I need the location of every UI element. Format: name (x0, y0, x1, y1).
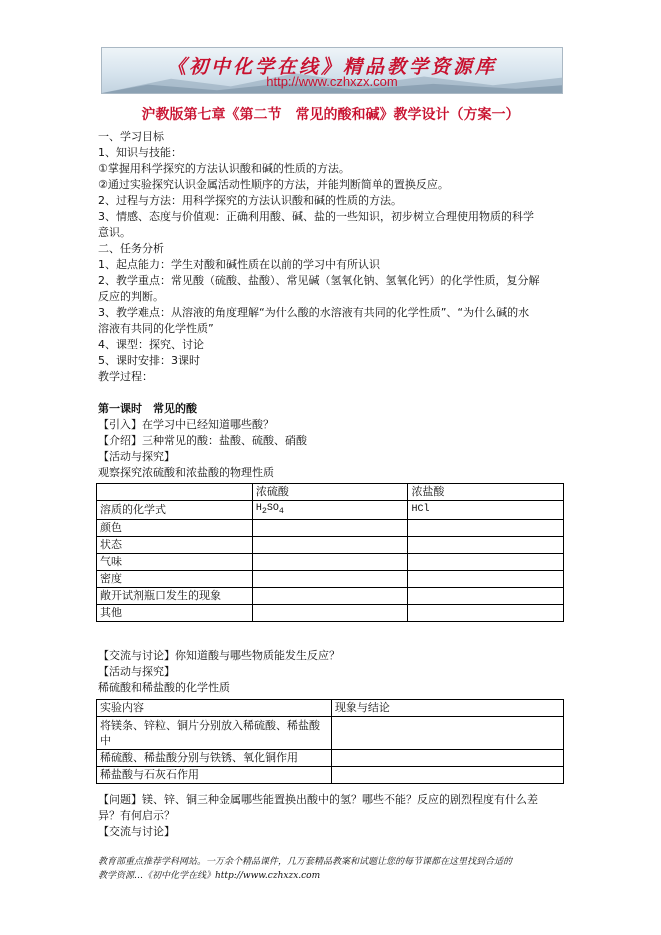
text-line: 异？有何启示？ (98, 809, 175, 822)
text-line: 溶液有共同的化学性质” (98, 322, 214, 335)
table-cell[interactable] (252, 605, 408, 622)
table-row (97, 537, 564, 554)
text-line: 【问题】镁、锌、铜三种金属哪些能置换出酸中的氢？哪些不能？反应的剧烈程度有什么差 (98, 793, 538, 806)
table-row (97, 588, 564, 605)
physical-properties-table (96, 483, 564, 622)
text-line: 【交流与讨论】 (98, 825, 175, 838)
experiment-content: 将镁条、锌粒、铜片分别放入稀硫酸、稀盐酸中 (97, 717, 332, 750)
table-row (97, 767, 564, 784)
text-line: 1、知识与技能： (98, 146, 182, 159)
row-label: 溶质的化学式 (97, 501, 253, 520)
table-cell[interactable] (408, 588, 564, 605)
table-header-cell: 现象与结论 (331, 700, 563, 717)
table-row (97, 717, 564, 750)
table-row (97, 554, 564, 571)
row-label: 颜色 (97, 520, 253, 537)
table-cell[interactable] (408, 605, 564, 622)
footer-line[interactable]: 教学资源…《初中化学在线》http://www.czhxzx.com (98, 871, 321, 881)
text-line: 2、过程与方法：用科学探究的方法认识酸和碱的性质的方法。 (98, 194, 402, 207)
table-header-cell: 浓硫酸 (252, 484, 408, 501)
table-row (97, 501, 564, 520)
row-label: 气味 (97, 554, 253, 571)
text-line: 5、课时安排：3课时 (98, 354, 200, 367)
text-line: 观察探究浓硫酸和浓盐酸的物理性质 (98, 466, 274, 479)
row-label: 状态 (97, 537, 253, 554)
table-header-row (97, 700, 564, 717)
text-line: 【活动与探究】 (98, 665, 175, 678)
chemical-properties-table (96, 699, 564, 784)
site-banner[interactable] (101, 47, 563, 94)
text-line: 【交流与讨论】你知道酸与哪些物质能发生反应？ (98, 649, 340, 662)
formula-part: SO (266, 503, 279, 514)
section-heading-objectives: 一、学习目标 (98, 130, 164, 143)
table-cell[interactable] (252, 537, 408, 554)
text-line: 4、课型：探究、讨论 (98, 338, 204, 351)
table-cell[interactable] (331, 767, 563, 784)
table-row (97, 605, 564, 622)
table-cell[interactable] (331, 750, 563, 767)
text-line: 【活动与探究】 (98, 450, 175, 463)
table-header-cell: 浓盐酸 (408, 484, 564, 501)
table-cell[interactable] (408, 537, 564, 554)
row-label: 密度 (97, 571, 253, 588)
text-line: 1、起点能力：学生对酸和碱性质在以前的学习中有所认识 (98, 258, 380, 271)
text-line: 【引入】在学习中已经知道哪些酸？ (98, 418, 274, 431)
table-header-row (97, 484, 564, 501)
row-label: 其他 (97, 605, 253, 622)
section-heading-analysis: 二、任务分析 (98, 242, 164, 255)
text-line: ②通过实验探究认识金属活动性顺序的方法，并能判断简单的置换反应。 (98, 178, 449, 191)
text-line: 教学过程： (98, 370, 153, 383)
lesson-heading: 第一课时 常见的酸 (98, 402, 197, 415)
text-line: 3、情感、态度与价值观：正确利用酸、碱、盐的一些知识，初步树立合理使用物质的科学 (98, 210, 534, 223)
text-line: 3、教学难点：从溶液的角度理解“为什么酸的水溶液有共同的化学性质”、“为什么碱的水 (98, 306, 530, 319)
footer-line: 教育部重点推荐学科网站。一万余个精品课件，几万套精品教案和试题让您的每节课都在这里找到合适的 (98, 857, 513, 867)
banner-title: 《初中化学在线》精品教学资源库 (166, 56, 497, 78)
formula-subscript: 4 (278, 506, 284, 516)
formula-part: H (255, 503, 262, 514)
formula-hcl: HCl (408, 501, 564, 520)
experiment-content: 稀硫酸、稀盐酸分别与铁锈、氧化铜作用 (97, 750, 332, 767)
row-label: 敞开试剂瓶口发生的现象 (97, 588, 253, 605)
document-title: 沪教版第七章《第二节 常见的酸和碱》教学设计（方案一） (141, 107, 520, 123)
table-cell[interactable] (331, 717, 563, 750)
text-line: 反应的判断。 (98, 290, 164, 303)
text-line: 稀硫酸和稀盐酸的化学性质 (98, 681, 230, 694)
text-line: 意识。 (98, 226, 131, 239)
text-line: ①掌握用科学探究的方法认识酸和碱的性质的方法。 (98, 162, 350, 175)
formula-h2so4 (252, 501, 408, 520)
table-row (97, 520, 564, 537)
table-cell[interactable] (408, 520, 564, 537)
formula-subscript: 2 (261, 506, 267, 516)
table-cell[interactable] (252, 571, 408, 588)
table-row (97, 750, 564, 767)
table-header-cell (97, 484, 253, 501)
text-line: 2、教学重点：常见酸（硫酸、盐酸）、常见碱（氢氧化钠、氢氧化钙）的化学性质，复分解 (98, 274, 540, 287)
experiment-content: 稀盐酸与石灰石作用 (97, 767, 332, 784)
table-cell[interactable] (408, 554, 564, 571)
table-cell[interactable] (252, 588, 408, 605)
table-row (97, 571, 564, 588)
table-cell[interactable] (252, 520, 408, 537)
table-cell[interactable] (252, 554, 408, 571)
text-line: 【介绍】三种常见的酸：盐酸、硫酸、硝酸 (98, 434, 307, 447)
banner-url[interactable]: http://www.czhxzx.com (266, 74, 398, 89)
table-cell[interactable] (408, 571, 564, 588)
table-header-cell: 实验内容 (97, 700, 332, 717)
